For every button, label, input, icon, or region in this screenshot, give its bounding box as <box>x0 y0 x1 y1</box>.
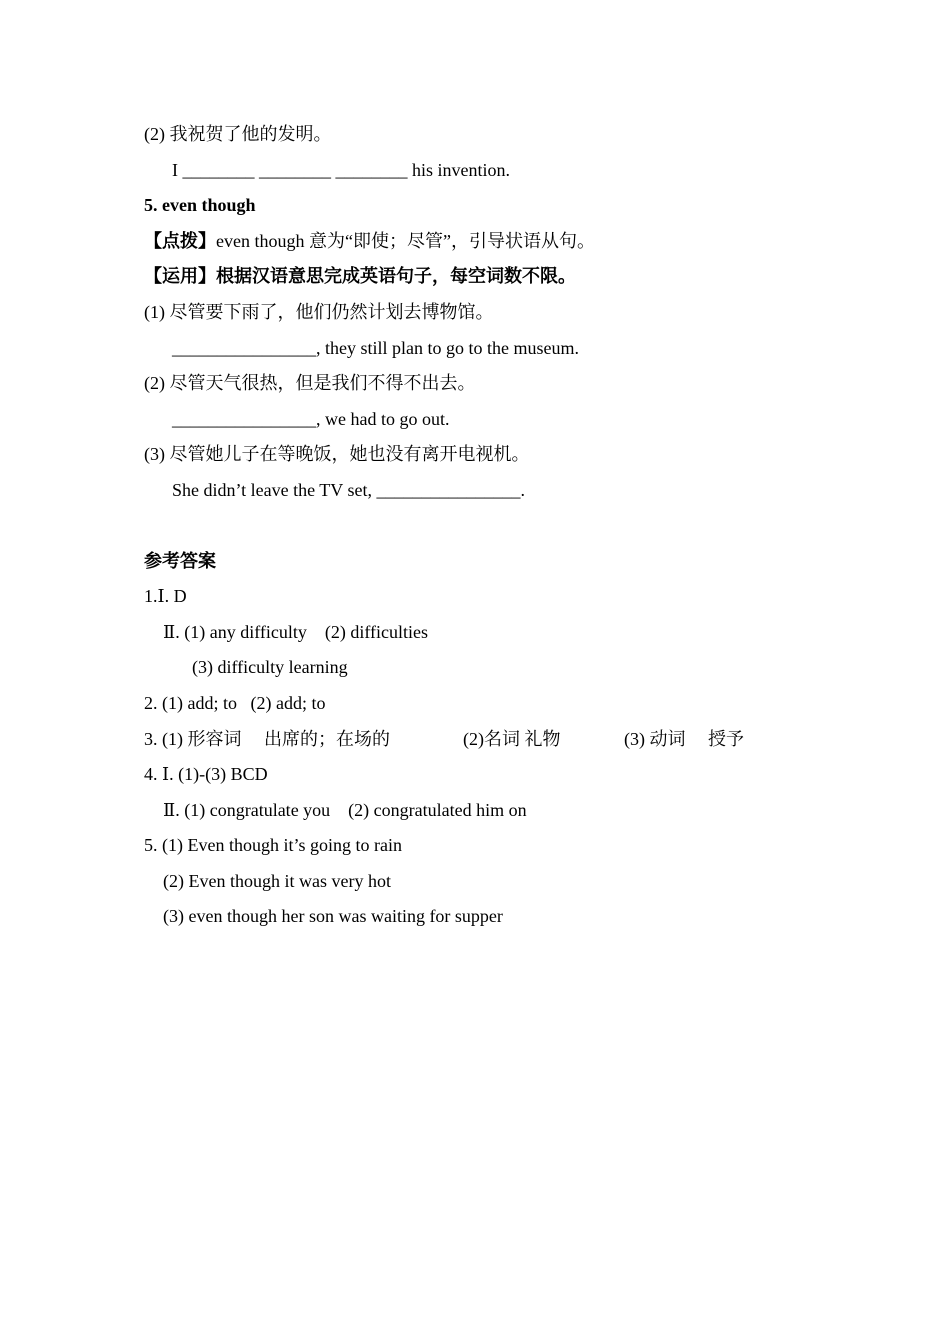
answer-2: 2. (1) add; to (2) add; to <box>144 692 326 713</box>
answer-1-part2b: (3) difficulty learning <box>192 657 348 678</box>
answer-4-part2: Ⅱ. (1) congratulate you (2) congratulated him on <box>163 799 527 820</box>
answer-3 <box>144 722 824 758</box>
ex4-q2-prompt: (2) 我祝贺了他的发明。 <box>144 124 332 144</box>
answer-1-part1: 1.Ⅰ. D <box>144 586 187 607</box>
answer-5-3: (3) even though her son was waiting for supper <box>163 906 503 927</box>
ex5-q3-prompt: (3) 尽管她儿子在等晚饭，她也没有离开电视机。 <box>144 444 530 465</box>
answers-heading: 参考答案 <box>144 550 216 571</box>
ex5-q3-answer-line: She didn’t leave the TV set, ________________. <box>172 479 525 500</box>
ex5-q1-prompt: (1) 尽管要下雨了，他们仍然计划去博物馆。 <box>144 301 494 322</box>
answer-3-part2: (2)名词 礼物 <box>463 728 561 749</box>
answer-3-part1: 3. (1) 形容词 出席的；在场的 <box>144 728 390 749</box>
ex4-q2-answer-line: I ________ ________ ________ his invention. <box>172 159 510 180</box>
ex5-q2-answer-line: ________________, we had to go out. <box>172 408 450 429</box>
ex5-q2-prompt: (2) 尽管天气很热，但是我们不得不出去。 <box>144 373 476 394</box>
ex5-apply-instruction: 【运用】根据汉语意思完成英语句子，每空词数不限。 <box>144 266 576 287</box>
ex5-tip <box>144 224 824 260</box>
tip-label: 【点拨】 <box>144 230 216 251</box>
answer-4-part1: 4. Ⅰ. (1)-(3) BCD <box>144 764 268 785</box>
ex5-q1-answer-line: ________________, they still plan to go to the museum. <box>172 337 579 358</box>
answer-1-part2a: Ⅱ. (1) any difficulty (2) difficulties <box>163 621 429 642</box>
answer-5-2: (2) Even though it was very hot <box>163 870 391 891</box>
document-page <box>144 117 824 935</box>
section-spacer <box>144 509 824 544</box>
ex5-heading: 5. even though <box>144 195 256 216</box>
answer-5-1: 5. (1) Even though it’s going to rain <box>144 835 402 856</box>
answer-3-part3: (3) 动词 授予 <box>624 728 744 749</box>
tip-text: even though 意为“即使；尽管”，引导状语从句。 <box>216 230 595 251</box>
